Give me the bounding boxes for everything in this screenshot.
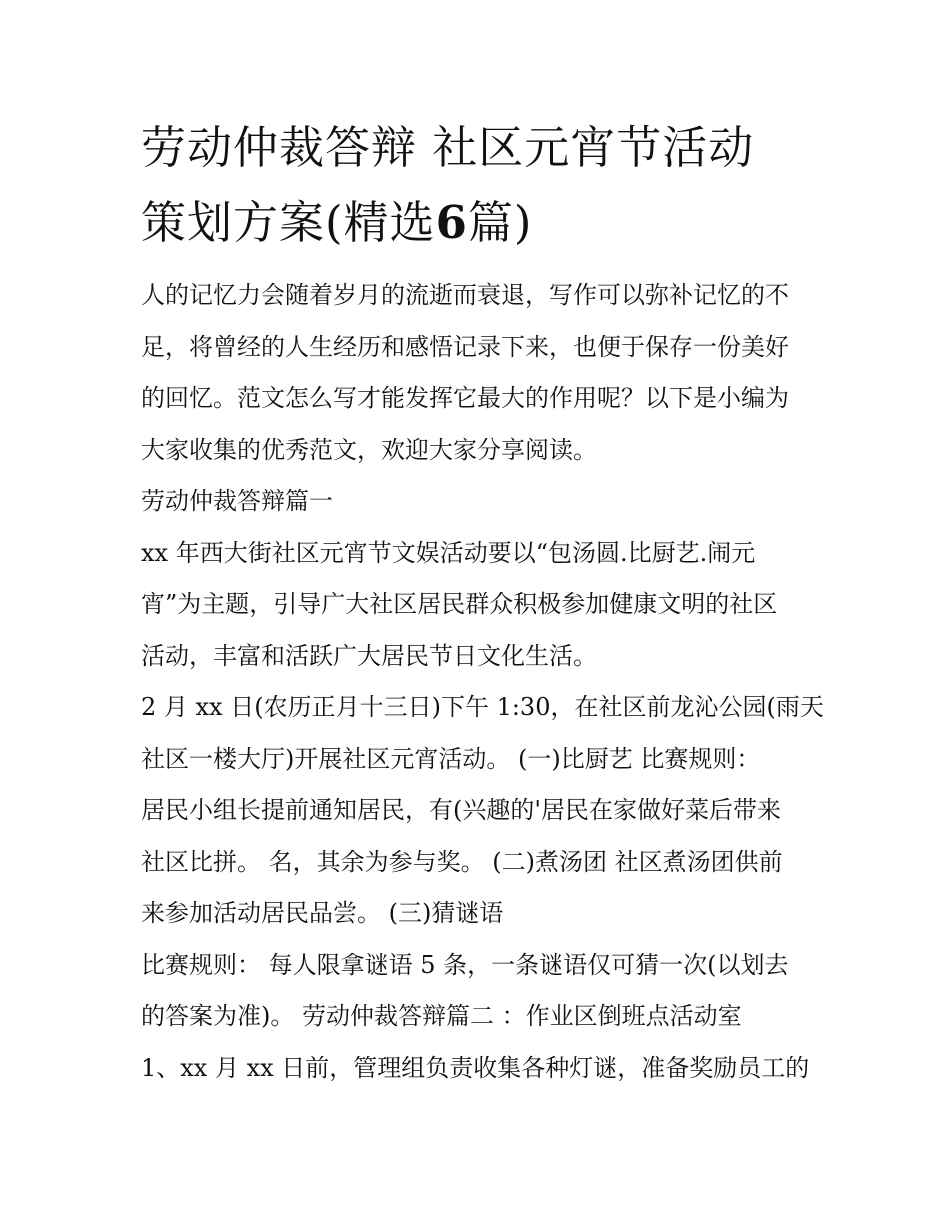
body-line: 人的记忆力会随着岁月的流逝而衰退，写作可以弥补记忆的不 <box>141 281 789 309</box>
document-title <box>141 110 821 260</box>
body-line: 社区比拼。 名，其余为参与奖。 (二)煮汤团 社区煮汤团供前 <box>141 847 783 876</box>
body-line: 活动，丰富和活跃广大居民节日文化生活。 <box>141 641 597 670</box>
title-line-2 <box>141 185 821 260</box>
title-line-2-suffix: 篇) <box>467 196 533 249</box>
body-line: 宵”为主题，引导广大社区居民群众积极参加健康文明的社区 <box>141 590 778 618</box>
body-line: 2 月 xx 日(农历正月十三日)下午 1:30，在社区前龙沁公园(雨天 <box>141 693 824 721</box>
body-line: 大家收集的优秀范文，欢迎大家分享阅读。 <box>141 435 597 464</box>
title-line-1: 劳动仲裁答辩 社区元宵节活动 <box>141 121 755 174</box>
section-heading: 劳动仲裁答辩篇一 <box>141 487 333 515</box>
body-line: 社区一楼大厅)开展社区元宵活动。 (一)比厨艺 比赛规则： <box>141 744 761 773</box>
document-body <box>141 270 824 1094</box>
body-line: 1、xx 月 xx 日前，管理组负责收集各种灯谜，准备奖励员工的 <box>141 1053 810 1082</box>
document-page <box>141 110 824 1094</box>
title-line-2-text: 策划方案(精选 <box>141 196 436 249</box>
body-line: 足，将曾经的人生经历和感悟记录下来，也便于保存一份美好 <box>141 332 789 361</box>
body-line: xx 年西大街社区元宵节文娱活动要以“包汤圆.比厨艺.闹元 <box>141 538 756 567</box>
body-line: 比赛规则： 每人限拿谜语 5 条，一条谜语仅可猜一次(以划去 <box>141 950 789 979</box>
body-line: 的答案为准)。 劳动仲裁答辩篇二 ：作业区倒班点活动室 <box>141 1002 742 1030</box>
body-line: 来参加活动居民品尝。 (三)猜谜语 <box>141 899 504 927</box>
title-count: 6 <box>435 196 468 249</box>
body-line: 居民小组长提前通知居民，有(兴趣的'居民在家做好菜后带来 <box>141 796 781 824</box>
body-line: 的回忆。范文怎么写才能发挥它最大的作用呢？以下是小编为 <box>141 384 789 412</box>
